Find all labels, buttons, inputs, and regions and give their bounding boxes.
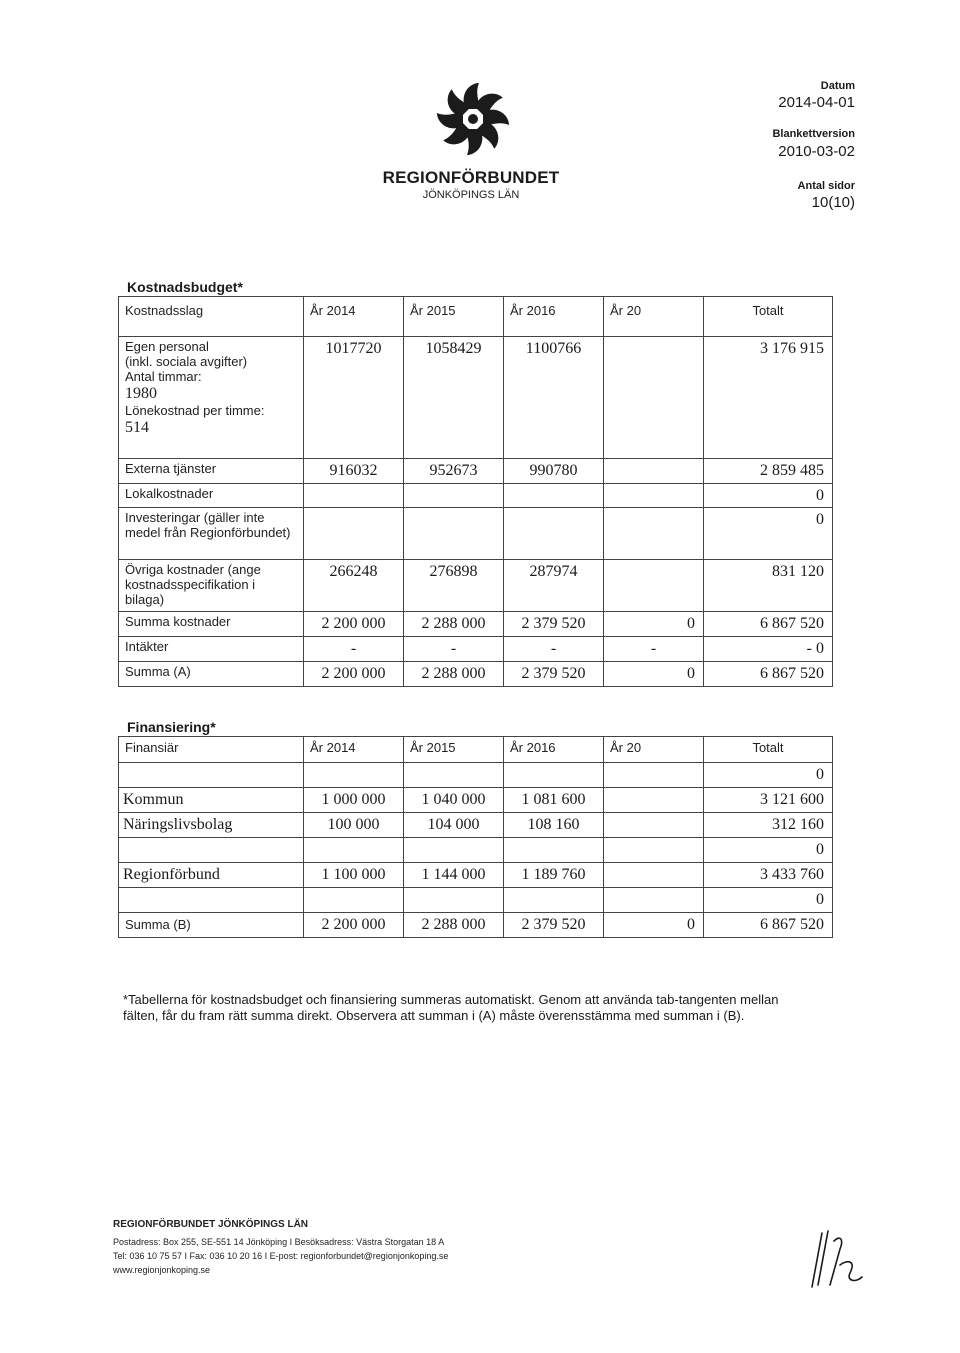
- cell-20[interactable]: [604, 888, 704, 913]
- cell-2014[interactable]: [304, 763, 404, 788]
- cell-2016: 2 379 520: [504, 662, 604, 687]
- cell-totalt: 6 867 520: [704, 662, 833, 687]
- cell-2015: 2 288 000: [404, 612, 504, 637]
- table-row: [119, 508, 833, 560]
- org-name: REGIONFÖRBUNDET: [382, 168, 560, 187]
- table-row: [119, 560, 833, 612]
- footer-org: REGIONFÖRBUNDET JÖNKÖPINGS LÄN: [113, 1219, 309, 1230]
- table-row-summa-kostnader: [119, 612, 833, 637]
- cell-2016[interactable]: 108 160: [504, 813, 604, 838]
- cell-2015[interactable]: [404, 484, 504, 508]
- table-row-regionforbund: [119, 863, 833, 888]
- cell-totalt: 3 433 760: [704, 863, 833, 888]
- table-row-naringslivsbolag: [119, 813, 833, 838]
- cell-2016[interactable]: 990780: [504, 459, 604, 484]
- cell-20[interactable]: [604, 508, 704, 560]
- cell-2014[interactable]: [304, 508, 404, 560]
- cell-20[interactable]: [604, 484, 704, 508]
- antal-timmar-value[interactable]: 1980: [125, 385, 157, 402]
- cell-2016: 2 379 520: [504, 913, 604, 938]
- cell-2015: 2 288 000: [404, 662, 504, 687]
- table-row: [119, 459, 833, 484]
- cell-2015[interactable]: [404, 838, 504, 863]
- footer-web[interactable]: www.regionjonkoping.se: [113, 1265, 211, 1275]
- cell-totalt: 6 867 520: [704, 913, 833, 938]
- col-header-kostnadsslag: Kostnadsslag: [119, 297, 304, 337]
- cell-2015[interactable]: 1 144 000: [404, 863, 504, 888]
- cell-2014[interactable]: 1 000 000: [304, 788, 404, 813]
- row-label: Intäkter: [119, 637, 304, 662]
- cell-2014[interactable]: [304, 484, 404, 508]
- table-header-row: [119, 297, 833, 337]
- table-header-row: [119, 737, 833, 763]
- col-header-year-2014: År 2014: [304, 737, 404, 763]
- cell-20[interactable]: [604, 838, 704, 863]
- cell-2015[interactable]: [404, 763, 504, 788]
- row-label: Övriga kostnader (ange kostnadsspecifikation i bilaga): [119, 560, 304, 612]
- cell-2014[interactable]: 100 000: [304, 813, 404, 838]
- cell-2014[interactable]: 1017720: [304, 337, 404, 459]
- cell-totalt: 831 120: [704, 560, 833, 612]
- cell-totalt: 0: [704, 508, 833, 560]
- cell-totalt: 0: [704, 838, 833, 863]
- row-label: Lokalkostnader: [119, 484, 304, 508]
- cell-2014: 2 200 000: [304, 612, 404, 637]
- kostnadsbudget-title: Kostnadsbudget*: [127, 279, 243, 295]
- cell-2015[interactable]: -: [404, 637, 504, 662]
- row-label[interactable]: Regionförbund: [119, 863, 304, 888]
- cell-2015: 2 288 000: [404, 913, 504, 938]
- cell-2016[interactable]: [504, 888, 604, 913]
- cell-2016[interactable]: [504, 484, 604, 508]
- col-header-year-2015: År 2015: [404, 297, 504, 337]
- sidor-label: Antal sidor: [797, 180, 855, 192]
- cell-20[interactable]: [604, 813, 704, 838]
- col-header-finansiar: Finansiär: [119, 737, 304, 763]
- footer-contact: Tel: 036 10 75 57 I Fax: 036 10 20 16 I E-post: regionforbundet@regionjonkoping.se: [113, 1251, 449, 1261]
- org-subtitle: JÖNKÖPINGS LÄN: [422, 189, 520, 201]
- cell-2015[interactable]: 104 000: [404, 813, 504, 838]
- lonekostnad-value[interactable]: 514: [125, 419, 149, 436]
- row-label[interactable]: [119, 838, 304, 863]
- row-label[interactable]: Kommun: [119, 788, 304, 813]
- table-row-kommun: [119, 788, 833, 813]
- cell-2015[interactable]: [404, 888, 504, 913]
- table-row-egen-personal: [119, 337, 833, 459]
- table-row-summa-b: [119, 913, 833, 938]
- cell-totalt: 3 121 600: [704, 788, 833, 813]
- cell-2016[interactable]: -: [504, 637, 604, 662]
- cell-2016[interactable]: 1100766: [504, 337, 604, 459]
- cell-2015[interactable]: 276898: [404, 560, 504, 612]
- col-header-totalt: Totalt: [704, 737, 833, 763]
- cell-20[interactable]: [604, 763, 704, 788]
- cell-20: 0: [604, 913, 704, 938]
- cell-2014[interactable]: 266248: [304, 560, 404, 612]
- cell-totalt: 0: [704, 484, 833, 508]
- row-label: Summa kostnader: [119, 612, 304, 637]
- table-row-intakter: [119, 637, 833, 662]
- datum-label: Datum: [820, 80, 855, 92]
- cell-20[interactable]: [604, 863, 704, 888]
- table-row: [119, 484, 833, 508]
- cell-2016[interactable]: [504, 763, 604, 788]
- row-label: Summa (B): [119, 913, 304, 938]
- cell-20: 0: [604, 612, 704, 637]
- cell-2016[interactable]: 1 189 760: [504, 863, 604, 888]
- row-label: Investeringar (gäller inte medel från Regionförbundet): [119, 508, 304, 560]
- cell-totalt: 2 859 485: [704, 459, 833, 484]
- datum-value: 2014-04-01: [778, 94, 855, 111]
- table-row-summa-a: [119, 662, 833, 687]
- cell-2016: 2 379 520: [504, 612, 604, 637]
- cell-2014[interactable]: -: [304, 637, 404, 662]
- row-label[interactable]: Näringslivsbolag: [119, 813, 304, 838]
- cell-20[interactable]: [604, 337, 704, 459]
- cell-2014[interactable]: 1 100 000: [304, 863, 404, 888]
- egen-personal-label: Egen personal: [125, 339, 209, 354]
- lonekostnad-label: Lönekostnad per timme:: [125, 403, 265, 418]
- col-header-totalt: Totalt: [704, 297, 833, 337]
- cell-2015[interactable]: 1 040 000: [404, 788, 504, 813]
- cell-totalt: - 0: [704, 637, 833, 662]
- table-row: [119, 838, 833, 863]
- col-header-year-2016: År 2016: [504, 297, 604, 337]
- cell-2016[interactable]: 1 081 600: [504, 788, 604, 813]
- cell-20[interactable]: [604, 788, 704, 813]
- col-header-year-2015: År 2015: [404, 737, 504, 763]
- table-row: [119, 888, 833, 913]
- col-header-year-2016: År 2016: [504, 737, 604, 763]
- cell-2014[interactable]: [304, 888, 404, 913]
- row-label: [119, 337, 304, 459]
- cell-2014[interactable]: 916032: [304, 459, 404, 484]
- row-label: Externa tjänster: [119, 459, 304, 484]
- cell-20[interactable]: [604, 459, 704, 484]
- footer-address: Postadress: Box 255, SE-551 14 Jönköping I Besöksadress: Västra Storgatan 18 A: [113, 1237, 445, 1247]
- col-header-year-2014: År 2014: [304, 297, 404, 337]
- cell-2015[interactable]: [404, 508, 504, 560]
- cell-2016[interactable]: [504, 838, 604, 863]
- handwritten-signature: [800, 1225, 870, 1295]
- cell-20[interactable]: -: [604, 637, 704, 662]
- cell-20: 0: [604, 662, 704, 687]
- cell-2016[interactable]: 287974: [504, 560, 604, 612]
- finansiering-table: [118, 736, 833, 938]
- cell-20[interactable]: [604, 560, 704, 612]
- col-header-year-20: År 20: [604, 297, 704, 337]
- egen-personal-sublabel: (inkl. sociala avgifter): [125, 354, 248, 369]
- blankett-value: 2010-03-02: [778, 143, 855, 160]
- kostnadsbudget-table: [118, 296, 833, 687]
- cell-totalt: 6 867 520: [704, 612, 833, 637]
- row-label[interactable]: [119, 763, 304, 788]
- cell-totalt: 0: [704, 763, 833, 788]
- finansiering-title: Finansiering*: [127, 719, 216, 735]
- cell-2014[interactable]: [304, 838, 404, 863]
- footnote: *Tabellerna för kostnadsbudget och finansiering summeras automatiskt. Genom att använda tab-tangenten mellan fälten, får du fram rätt summa direkt. Observera att summan i (A) måste överensstämma med summan i (B).: [123, 992, 779, 1023]
- cell-2014: 2 200 000: [304, 662, 404, 687]
- row-label: Summa (A): [119, 662, 304, 687]
- cell-totalt: 312 160: [704, 813, 833, 838]
- cell-totalt: 3 176 915: [704, 337, 833, 459]
- cell-2014: 2 200 000: [304, 913, 404, 938]
- cell-totalt: 0: [704, 888, 833, 913]
- regionforbundet-logo: [437, 75, 509, 167]
- antal-timmar-label: Antal timmar:: [125, 369, 202, 384]
- cell-2015[interactable]: 1058429: [404, 337, 504, 459]
- table-row: [119, 763, 833, 788]
- blankett-label: Blankettversion: [772, 128, 855, 140]
- row-label[interactable]: [119, 888, 304, 913]
- cell-2016[interactable]: [504, 508, 604, 560]
- col-header-year-20: År 20: [604, 737, 704, 763]
- cell-2015[interactable]: 952673: [404, 459, 504, 484]
- sidor-value: 10(10): [811, 194, 855, 211]
